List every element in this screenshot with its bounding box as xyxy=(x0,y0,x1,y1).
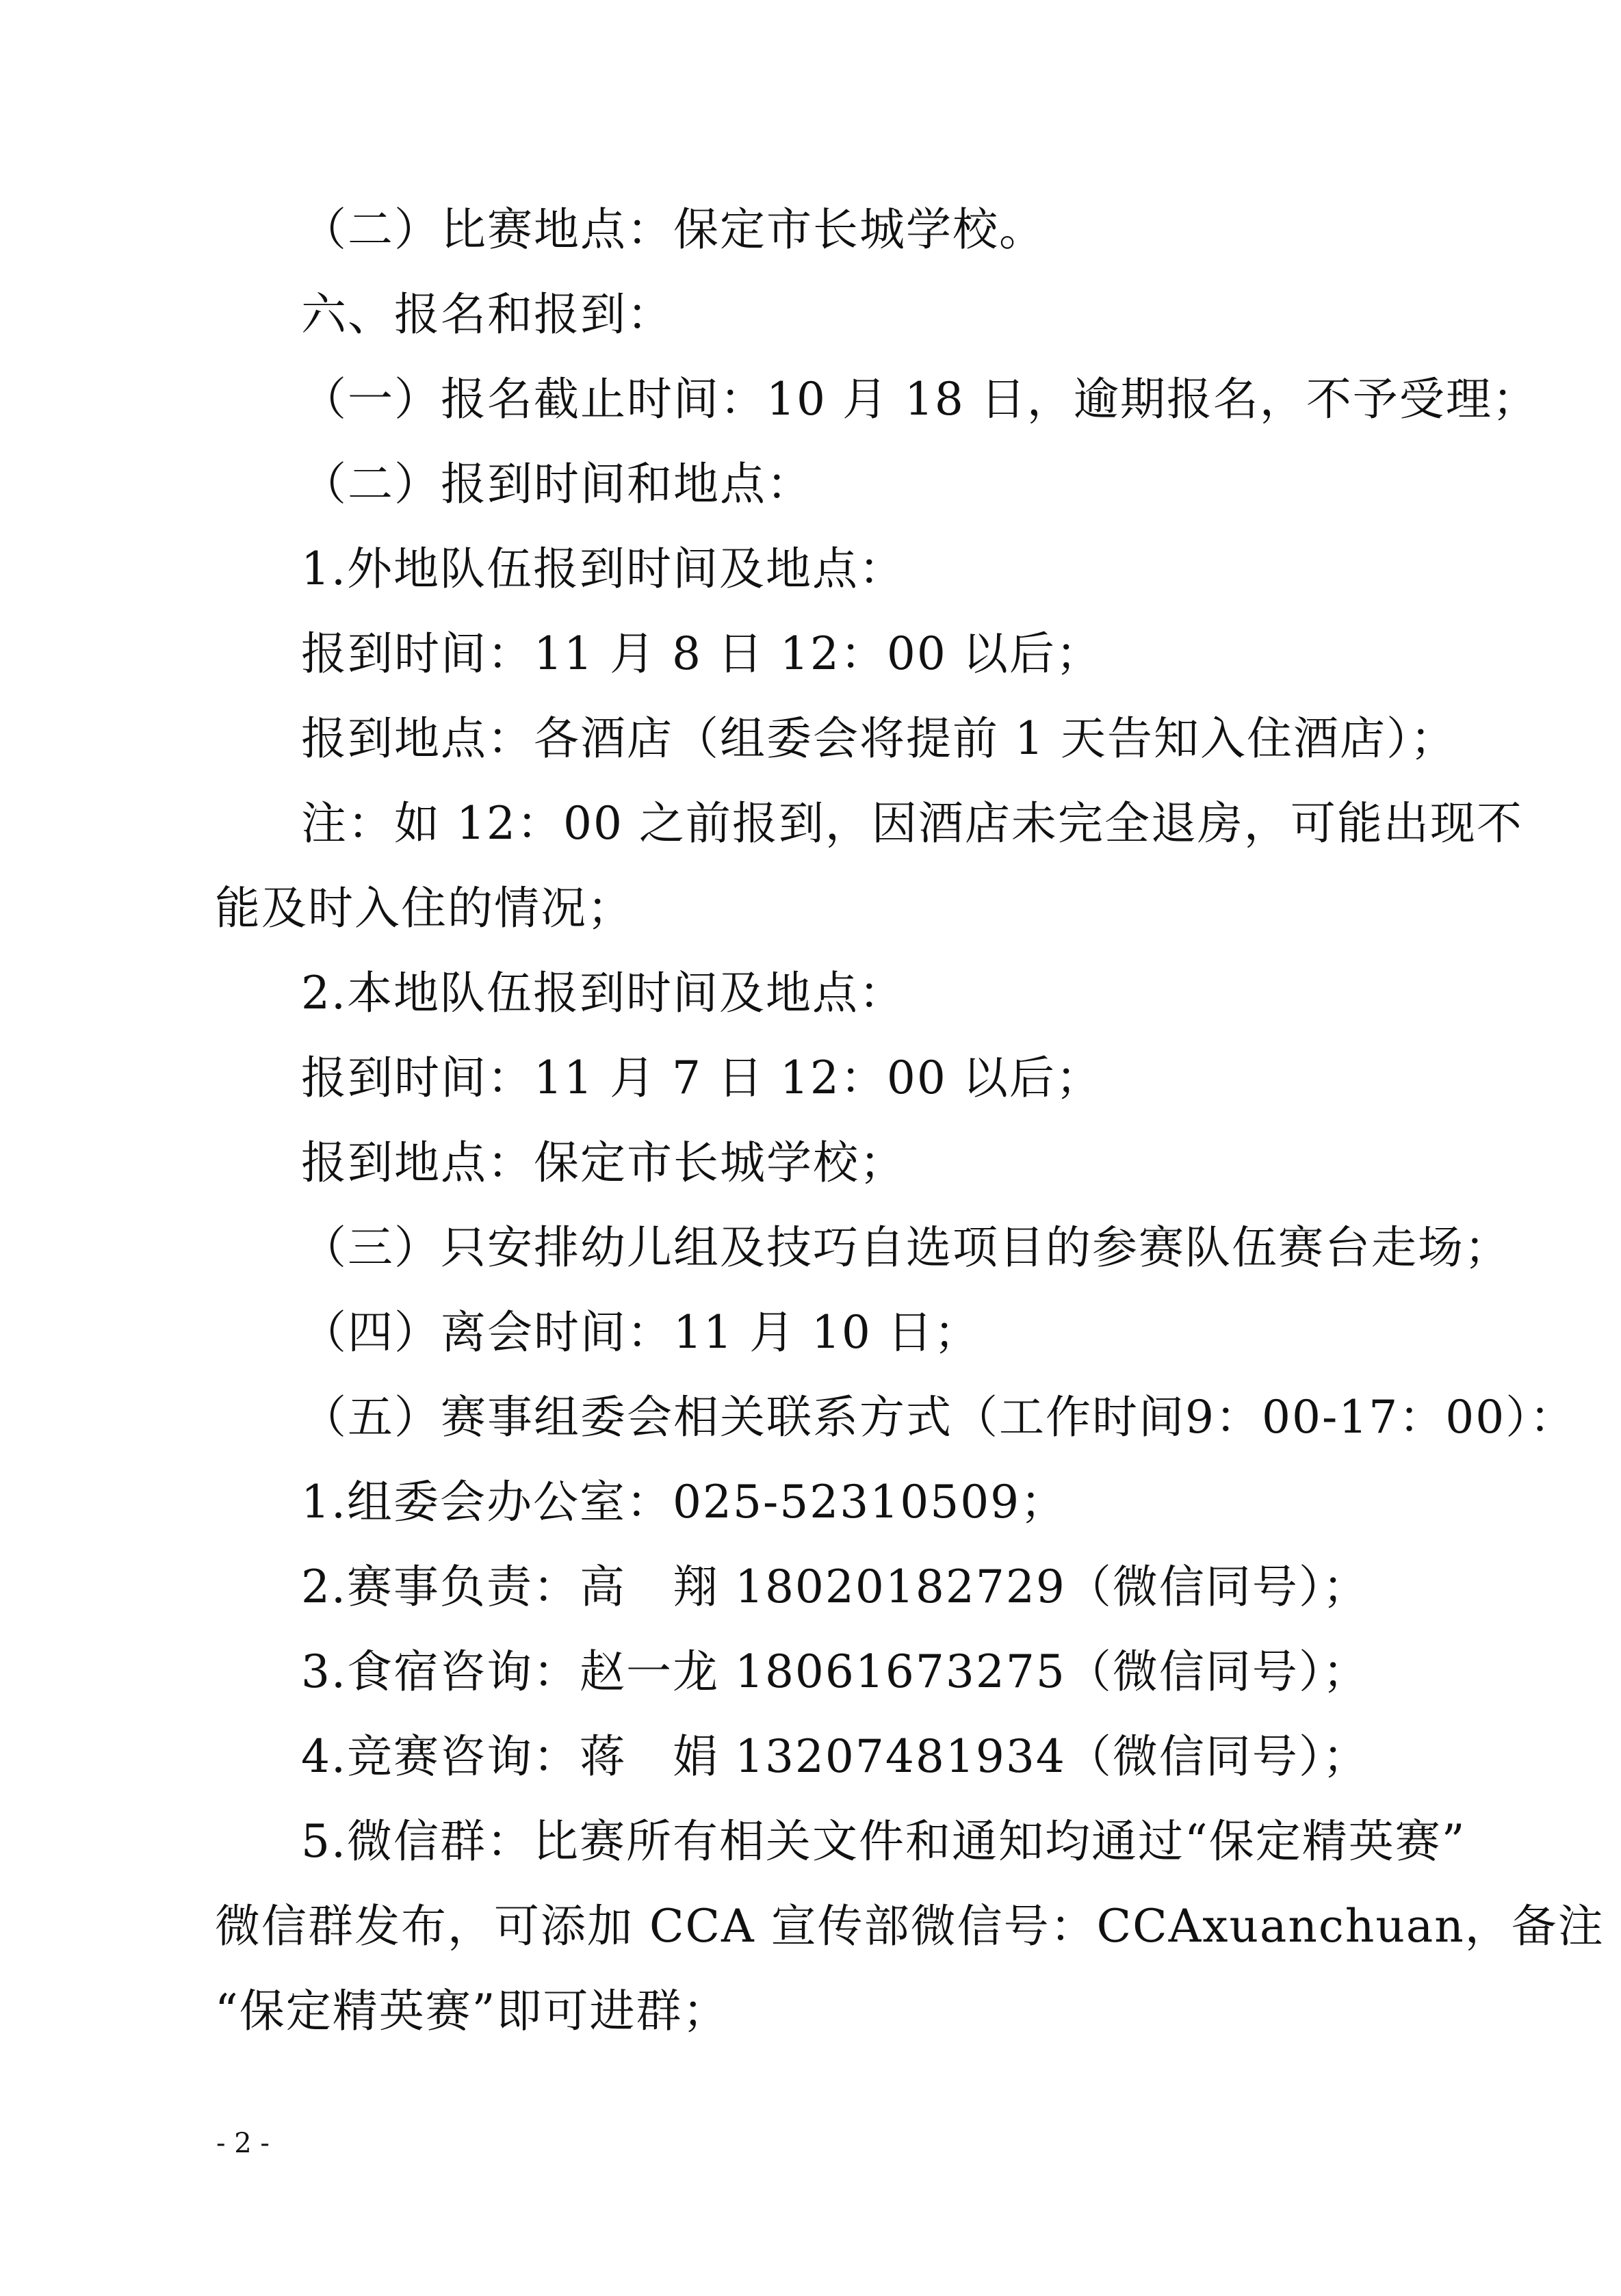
paragraph-line-deadline: （一）报名截止时间：10 月 18 日，逾期报名，不予受理； xyxy=(301,373,1539,426)
page-number: - 2 - xyxy=(216,2128,270,2159)
paragraph-line-outside-teams: 1.外地队伍报到时间及地点： xyxy=(301,543,905,595)
paragraph-line-local-teams: 2.本地队伍报到时间及地点： xyxy=(301,967,905,1019)
paragraph-line-outside-place: 报到地点：各酒店（组委会将提前 1 天告知入住酒店）； xyxy=(301,712,1457,765)
paragraph-line-local-time: 报到时间：11 月 7 日 12：00 以后； xyxy=(301,1052,1102,1104)
paragraph-line-rehearsal: （三）只安排幼儿组及技巧自选项目的参赛队伍赛台走场； xyxy=(301,1221,1511,1274)
paragraph-line-lodging: 3.食宿咨询：赵一龙 18061673275（微信同号）； xyxy=(301,1645,1369,1698)
paragraph-line-outside-time: 报到时间：11 月 8 日 12：00 以后； xyxy=(301,627,1102,680)
paragraph-line-departure: （四）离会时间：11 月 10 日； xyxy=(301,1306,981,1359)
paragraph-line-competition: 4.竞赛咨询：蒋 娟 13207481934（微信同号）； xyxy=(301,1730,1369,1783)
paragraph-line-note-cont: 能及时入住的情况； xyxy=(215,882,634,935)
paragraph-line-local-place: 报到地点：保定市长城学校； xyxy=(301,1136,906,1189)
paragraph-line-event-lead: 2.赛事负责：高 翔 18020182729（微信同号）； xyxy=(301,1561,1369,1613)
paragraph-line-note: 注：如 12：00 之前报到，因酒店未完全退房，可能出现不 xyxy=(301,797,1523,850)
paragraph-line-wechat-cont: 微信群发布，可添加 CCA 宣传部微信号：CCAxuanchuan，备注 xyxy=(215,1900,1605,1953)
paragraph-line-venue: （二）比赛地点：保定市长城学校。 xyxy=(301,203,1046,256)
paragraph-line-wechat: 5.微信群：比赛所有相关文件和通知均通过“保定精英赛” xyxy=(301,1815,1466,1868)
paragraph-line-contacts-heading: （五）赛事组委会相关联系方式（工作时间9：00-17：00）： xyxy=(301,1391,1577,1444)
paragraph-line-wechat-end: “保定精英赛”即可进群； xyxy=(215,1985,729,2037)
paragraph-line-checkin-heading: （二）报到时间和地点： xyxy=(301,458,813,510)
section-heading-registration: 六、报名和报到： xyxy=(301,288,673,341)
paragraph-line-office: 1.组委会办公室：025-52310509； xyxy=(301,1476,1067,1528)
